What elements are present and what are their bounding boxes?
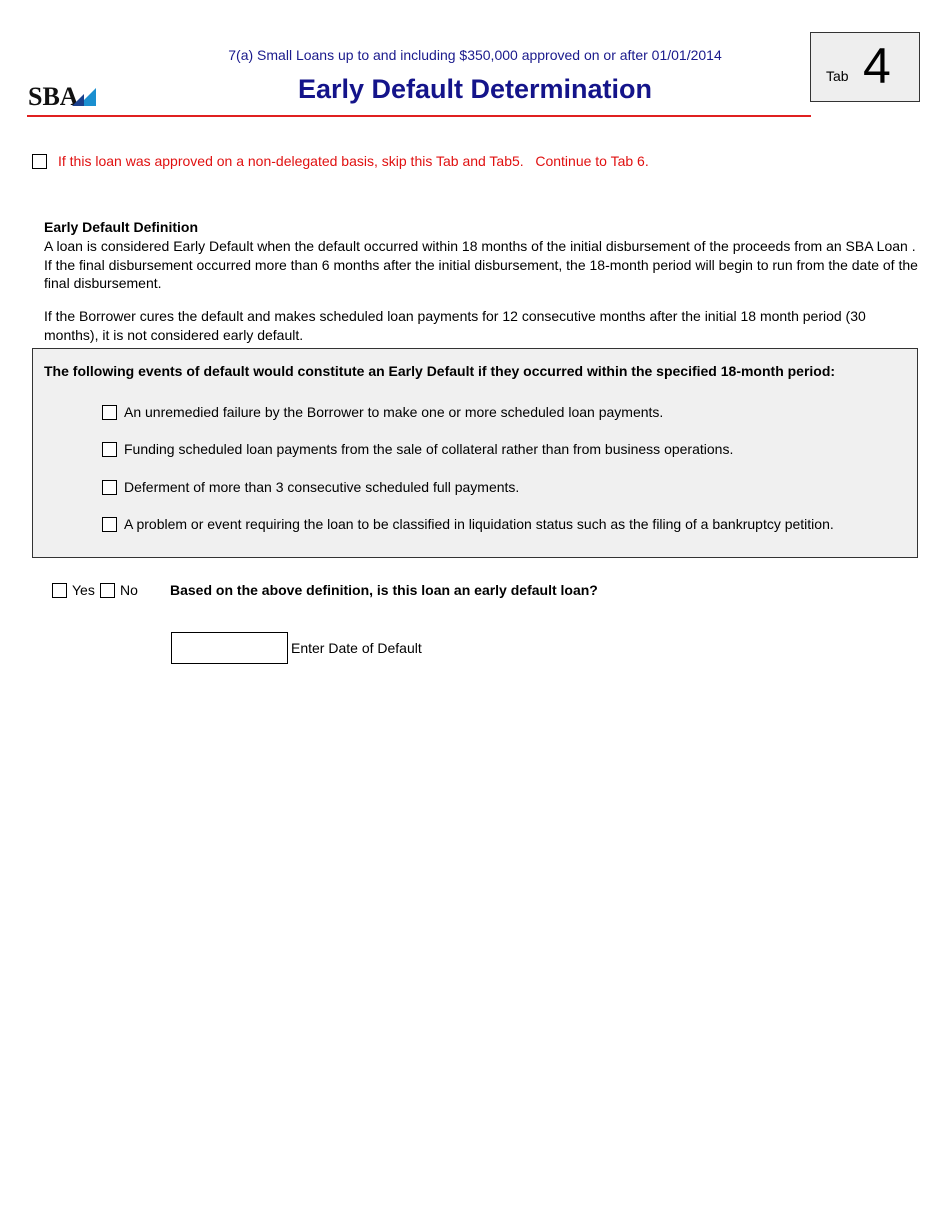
definition-heading: Early Default Definition <box>44 219 199 235</box>
event-checkbox-missed-payments[interactable] <box>102 405 117 420</box>
no-label: No <box>120 582 138 598</box>
default-date-input[interactable] <box>171 632 288 664</box>
tab-number: 4 <box>863 38 891 94</box>
event-label: An unremedied failure by the Borrower to make one or more scheduled loan payments. <box>124 404 664 420</box>
event-label: A problem or event requiring the loan to be classified in liquidation status such as the filing of a bankruptcy petition. <box>124 516 834 532</box>
default-date-label: Enter Date of Default <box>291 640 422 656</box>
sba-logo <box>28 80 98 108</box>
skip-notice: If this loan was approved on a non-delegated basis, skip this Tab and Tab5. Continue to Tab 6. <box>58 153 649 169</box>
page-title: Early Default Determination <box>297 74 653 104</box>
yes-label: Yes <box>72 582 95 598</box>
skip-tab-checkbox[interactable] <box>32 154 47 169</box>
event-checkbox-collateral-funding[interactable] <box>102 442 117 457</box>
events-heading: The following events of default would constitute an Early Default if they occurred within the specified 18-month period: <box>44 363 836 379</box>
header-divider <box>27 115 811 117</box>
cure-paragraph: If the Borrower cures the default and makes scheduled loan payments for 12 consecutive months after the initial 18 month period (30 months), it is not considered early default. <box>44 308 866 343</box>
event-label: Deferment of more than 3 consecutive scheduled full payments. <box>124 479 520 495</box>
early-default-question: Based on the above definition, is this loan an early default loan? <box>170 582 598 598</box>
definition-paragraph: A loan is considered Early Default when the default occurred within 18 months of the initial disbursement of the proceeds from an SBA Loan . If the final disbursement occurred more than 6 months after the initial disbursement, the 18-month period will begin to run from the date of the final disbursement. <box>44 238 918 291</box>
tab-label: Tab <box>826 68 849 84</box>
yes-checkbox[interactable] <box>52 583 67 598</box>
sba-logo-text: SBA <box>28 82 79 108</box>
event-checkbox-liquidation[interactable] <box>102 517 117 532</box>
form-subtitle: 7(a) Small Loans up to and including $350,000 approved on or after 01/01/2014 <box>228 47 722 63</box>
event-checkbox-deferment[interactable] <box>102 480 117 495</box>
event-label: Funding scheduled loan payments from the sale of collateral rather than from business operations. <box>124 441 734 457</box>
no-checkbox[interactable] <box>100 583 115 598</box>
tab-indicator <box>810 32 920 102</box>
